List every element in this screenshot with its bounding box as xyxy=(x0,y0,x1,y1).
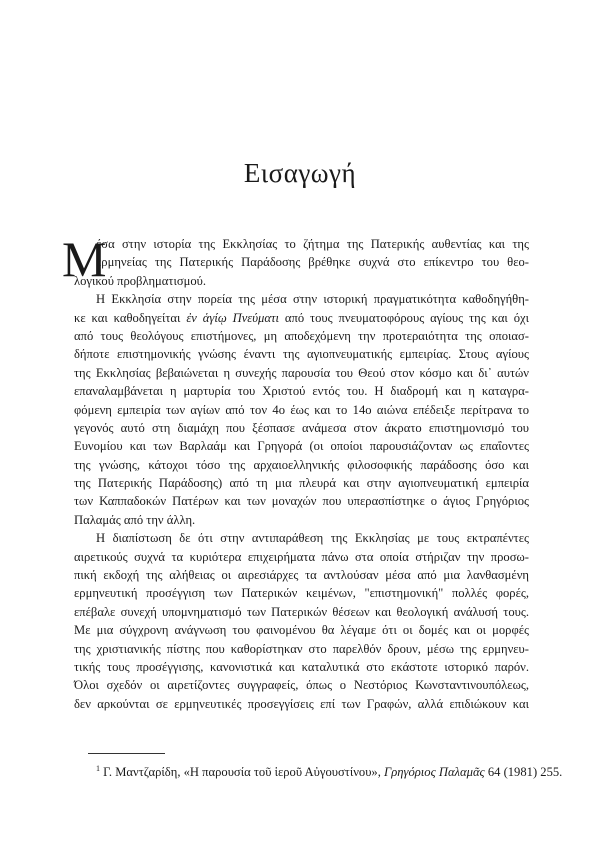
text-line: γεγονός αυτό στη διαμάχη που ξέσπασε ανάμεσα στον άκρατο επιστημονισμό του xyxy=(74,420,529,435)
text-line: της Εκκλησίας βεβαιώνεται η συνεχής παρουσία του Θεού στον κόσμο και δι᾽ αυτών xyxy=(74,365,529,380)
footnote-marker: 1 xyxy=(96,763,100,773)
footnote: $^1$ Γ. Μαντζαρίδη, «Η παρουσία τοῦ ἱεροῦ Αὐγουστίνου», Γρηγόριος Παλαμᾶς 64 (1981) 255. xyxy=(96,763,563,779)
text-line: της Πατερικής Παράδοσης) από τη μια πλευρά και στην αγιοπνευματική εμπειρία xyxy=(74,476,529,491)
text-line: κε και καθοδηγείται ἐν ἁγίῳ Πνεύματι από τους πνευματοφόρους αγίους της και όχι xyxy=(74,310,529,325)
text-line: ερμηνευτική προσέγγιση των Πατερικών κειμένων, "επιστημονική" πολλές φορές, xyxy=(74,586,529,601)
text-line: των Καππαδοκών Πατέρων και των μοναχών που υπερασπίστηκε ο άγιος Γρηγόριος xyxy=(74,494,529,509)
text-line: έσα στην ιστορία της Εκκλησίας το ζήτημα της Πατερικής αυθεντίας και της xyxy=(96,237,529,251)
text-line: δήποτε επιστημονικής γνώσης έναντι της αγιοπνευματικής εμπειρίας. Στους αγίους xyxy=(74,347,529,362)
text-line: πική εκδοχή της αλήθειας οι αιρεσιάρχες τα αντλούσαν μέσα από μια λανθασμένη xyxy=(74,568,529,583)
text-line: Όλοι σχεδόν οι αιρετίζοντες συγγραφείς, όπως ο Νεστόριος Κωνσταντινουπόλεως, xyxy=(74,678,529,693)
text-line: επαναλαμβάνεται η μαρτυρία του Χριστού εντός του. Η διαδρομή και η καταγρα- xyxy=(74,384,529,399)
text-line: της χριστιανικής πίστης που καθορίστηκαν στο παρελθόν δρουν, μέσω της ερμηνευ- xyxy=(74,641,529,656)
text-line: λογικού προβληματισμού. xyxy=(74,273,207,288)
text-line: Με μια σύγχρονη ανάγνωση του φαινομένου θα λέγαμε ότι οι δομές και οι μορφές xyxy=(74,623,529,638)
footnote-separator xyxy=(88,753,165,754)
text-line: επέβαλε συνεχή υπομνηματισμό των Πατερικών θέσεων και θεολογική ανάλυσή τους. xyxy=(74,604,529,619)
text-line: τικής τους προσέγγισης, κανονιστικά και καταλυτικά στο εκάστοτε ιστορικό παρόν. xyxy=(74,659,529,674)
text-line: Ευνομίου και των Βαρλαάμ και Γρηγορά (οι οποίοι παρουσιάζονταν ως επαΐοντες xyxy=(74,439,529,454)
main-text xyxy=(62,231,529,713)
text-line: Η Εκκλησία στην πορεία της μέσα στην ιστορική πραγματικότητα καθοδηγήθη- xyxy=(96,292,529,307)
text-line: φόμενη εμπειρία των αγίων από τον 4ο έως και το 14ο αιώνα επέδειξε περίτρανα το xyxy=(74,402,529,417)
text-line: Παλαμάς από την άλλη. xyxy=(74,512,196,527)
drop-cap: Μ xyxy=(62,231,107,287)
text-line: αιρετικούς συχνά τα κυριότερα επιχειρήματα πάνω στα οποία στήριζαν την προσω- xyxy=(74,549,529,564)
text-line: δεν αρκούνται σε ερμηνευτικές προσεγγίσεις επί των Γραφών, αλλά επιδιώκουν και xyxy=(74,696,529,711)
chapter-title: Εισαγωγή xyxy=(243,158,357,188)
text-line: Η διαπίστωση δε ότι στην αντιπαράθεση της Εκκλησίας με τους εκτραπέντες xyxy=(96,531,529,546)
text-line: από τους θεολόγους επιστήμονες, μη αποδεχόμενη την προτεραιότητα της οποιασ- xyxy=(74,328,529,343)
text-line: της γνώσης, κάτοχοι τόσο της αρχαιοελληνικής φιλοσοφικής παράδοσης όσο και xyxy=(74,457,529,472)
text-line: ερμηνείας της Πατερικής Παράδοσης βρέθηκε συχνά στο επίκεντρο του θεο- xyxy=(96,255,529,270)
